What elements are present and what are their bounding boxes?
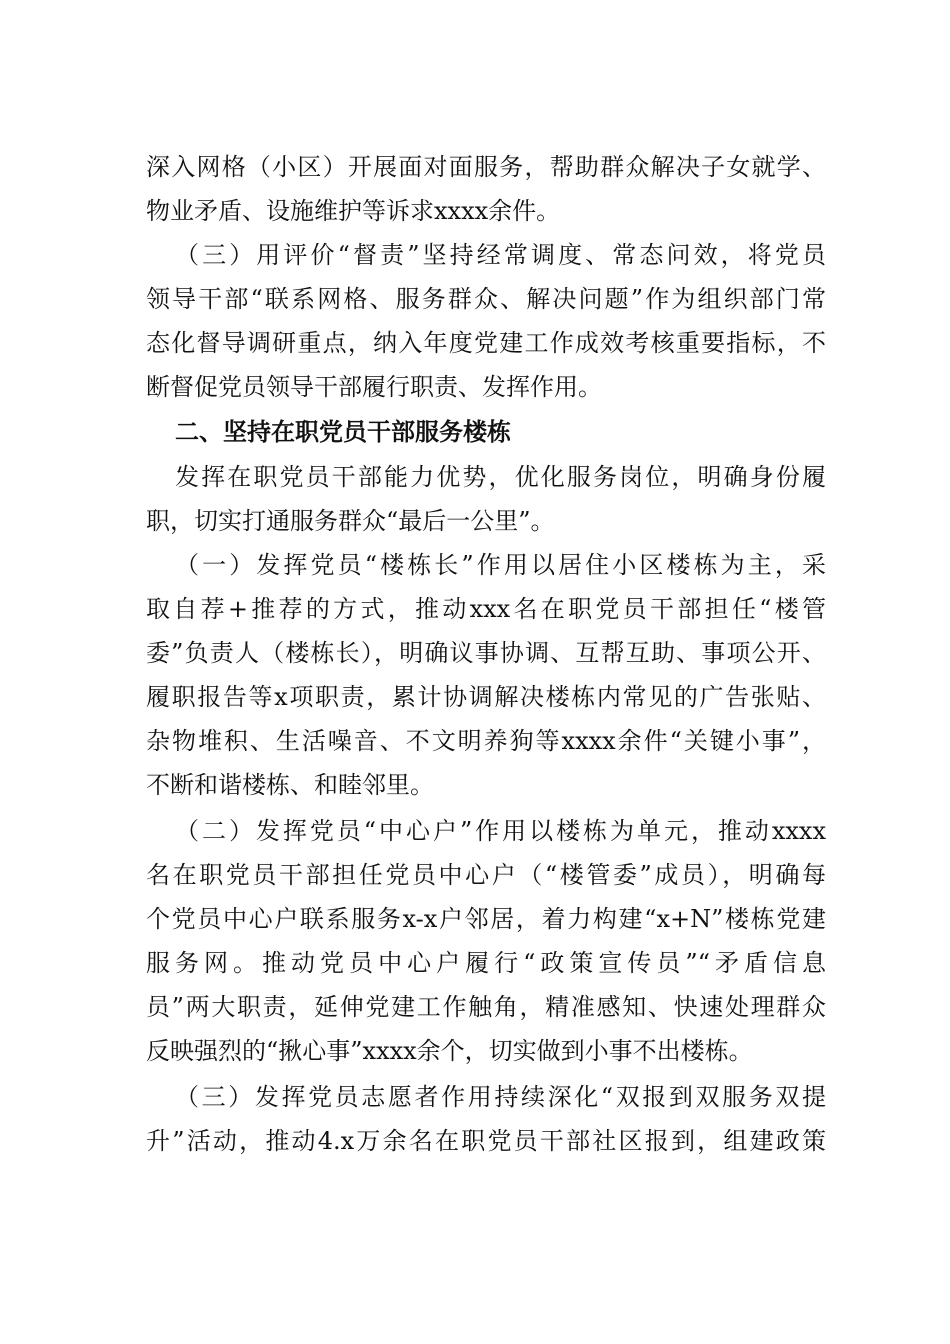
paragraph-line: （二）发挥党员“中心户”作用以楼栋为单元，推动xxxx: [175, 817, 826, 845]
paragraph-line: 物业矛盾、设施维护等诉求xxxx余件。: [146, 197, 561, 225]
paragraph-line: 领导干部“联系网格、服务群众、解决问题”作为组织部门常: [146, 285, 826, 313]
paragraph-line: 服务网。推动党员中心户履行“政策宣传员”“矛盾信息: [146, 949, 826, 977]
paragraph-line: 升”活动，推动4.x万余名在职党员干部社区报到，组建政策: [146, 1127, 826, 1155]
paragraph-line: 履职报告等x项职责，累计协调解决楼栋内常见的广告张贴、: [146, 683, 826, 711]
paragraph-line: （三）用评价“督责”坚持经常调度、常态问效，将党员: [175, 241, 826, 269]
paragraph-line: （三）发挥党员志愿者作用持续深化“双报到双服务双提: [175, 1083, 826, 1111]
paragraph-line: 发挥在职党员干部能力优势，优化服务岗位，明确身份履: [175, 463, 826, 491]
paragraph-line: 反映强烈的“揪心事”xxxx余个，切实做到小事不出楼栋。: [146, 1037, 753, 1065]
paragraph-line: 不断和谐楼栋、和睦邻里。: [146, 771, 434, 799]
paragraph-line: 杂物堆积、生活噪音、不文明养狗等xxxx余件“关键小事”，: [146, 727, 826, 755]
paragraph-line: 深入网格（小区）开展面对面服务，帮助群众解决子女就学、: [146, 153, 826, 181]
paragraph-line: 名在职党员干部担任党员中心户（“楼管委”成员），明确每: [146, 861, 826, 889]
paragraph-line: （一）发挥党员“楼栋长”作用以居住小区楼栋为主，采: [175, 551, 826, 579]
paragraph-line: 个党员中心户联系服务x-x户邻居，着力构建“x+N”楼栋党建: [146, 905, 826, 933]
section-heading: 二、坚持在职党员干部服务楼栋: [175, 418, 511, 446]
paragraph-line: 职，切实打通服务群众“最后一公里”。: [146, 507, 555, 535]
paragraph-line: 取自荐+推荐的方式，推动xxx名在职党员干部担任“楼管: [146, 595, 826, 623]
paragraph-line: 断督促党员领导干部履行职责、发挥作用。: [146, 373, 602, 401]
paragraph-line: 员”两大职责，延伸党建工作触角，精准感知、快速处理群众: [146, 993, 826, 1021]
paragraph-line: 委”负责人（楼栋长），明确议事协调、互帮互助、事项公开、: [146, 639, 826, 667]
paragraph-line: 态化督导调研重点，纳入年度党建工作成效考核重要指标，不: [146, 329, 826, 357]
